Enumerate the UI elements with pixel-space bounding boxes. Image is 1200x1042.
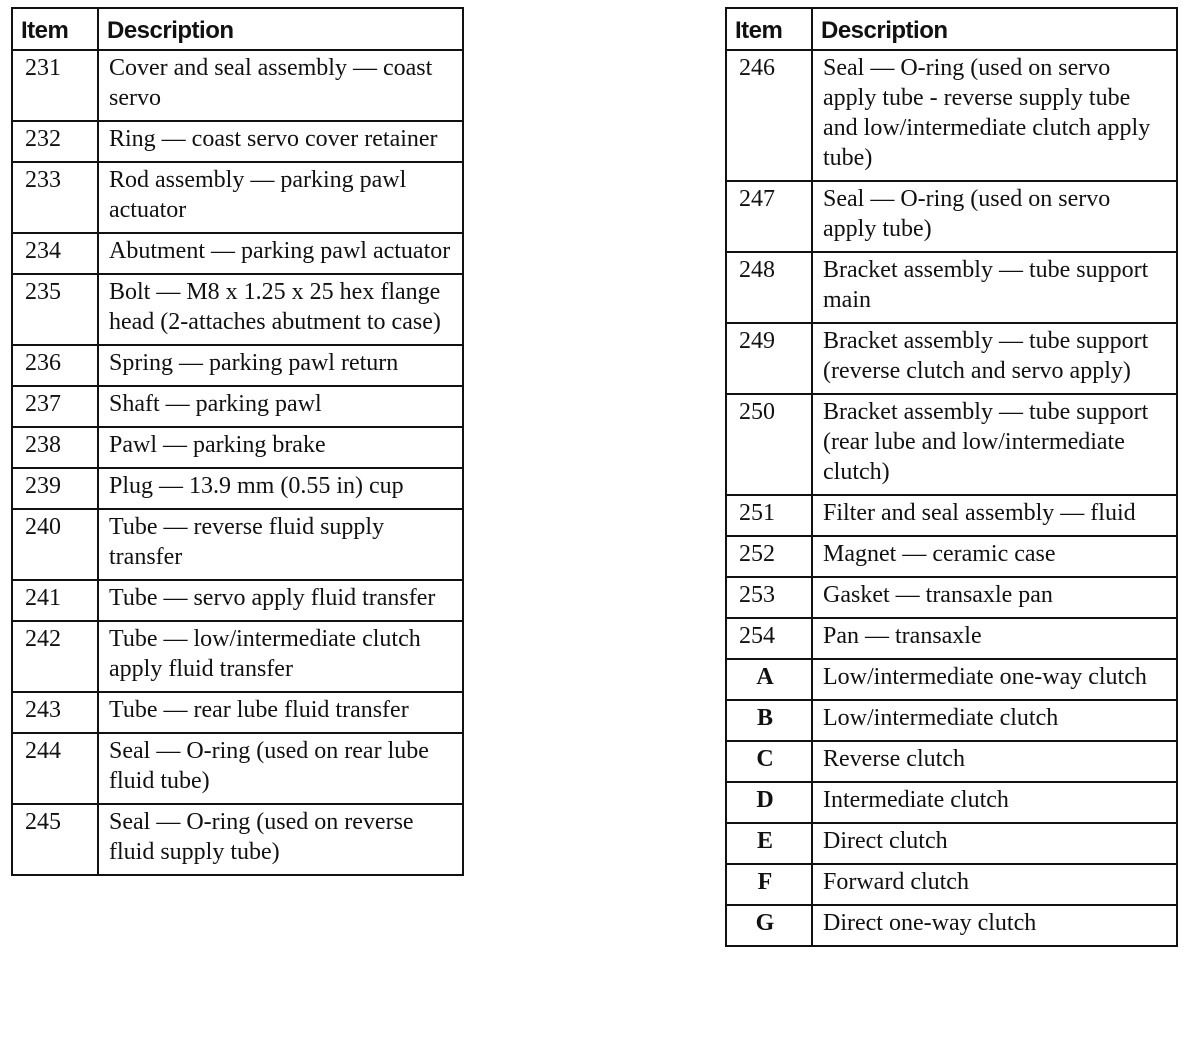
description-cell: Shaft — parking pawl — [98, 386, 463, 427]
item-number-cell: 235 — [12, 274, 98, 345]
table-row — [726, 823, 1177, 864]
table-row — [12, 621, 463, 692]
description-cell: Reverse clutch — [812, 741, 1177, 782]
item-number-cell: 233 — [12, 162, 98, 233]
description-cell: Magnet — ceramic case — [812, 536, 1177, 577]
parts-table-right — [725, 7, 1178, 947]
item-number-cell: 243 — [12, 692, 98, 733]
table-row — [726, 741, 1177, 782]
table-row — [12, 733, 463, 804]
item-number-cell: 254 — [726, 618, 812, 659]
item-number-cell: 250 — [726, 394, 812, 495]
table-row — [726, 181, 1177, 252]
table-row — [726, 700, 1177, 741]
description-cell: Intermediate clutch — [812, 782, 1177, 823]
item-number-cell: 244 — [12, 733, 98, 804]
description-cell: Tube — servo apply fluid transfer — [98, 580, 463, 621]
item-number-cell: 239 — [12, 468, 98, 509]
item-number-cell: 252 — [726, 536, 812, 577]
table-row — [12, 162, 463, 233]
description-cell: Tube — low/intermediate clutch apply fluid transfer — [98, 621, 463, 692]
description-cell: Bracket assembly — tube support main — [812, 252, 1177, 323]
description-cell: Seal — O-ring (used on rear lube fluid tube) — [98, 733, 463, 804]
table-row — [12, 345, 463, 386]
item-number-cell: 251 — [726, 495, 812, 536]
description-column-header: Description — [812, 8, 1177, 50]
description-cell: Ring — coast servo cover retainer — [98, 121, 463, 162]
description-cell: Low/intermediate one-way clutch — [812, 659, 1177, 700]
item-number-cell: A — [726, 659, 812, 700]
table-row — [12, 121, 463, 162]
item-number-cell: 231 — [12, 50, 98, 121]
description-column-header: Description — [98, 8, 463, 50]
parts-table-left-body — [12, 50, 463, 875]
item-number-cell: 238 — [12, 427, 98, 468]
item-number-cell: 247 — [726, 181, 812, 252]
description-cell: Filter and seal assembly — fluid — [812, 495, 1177, 536]
table-row — [726, 394, 1177, 495]
table-row — [726, 536, 1177, 577]
table-row — [726, 252, 1177, 323]
table-row — [12, 427, 463, 468]
description-cell: Tube — reverse fluid supply transfer — [98, 509, 463, 580]
description-cell: Seal — O-ring (used on reverse fluid supply tube) — [98, 804, 463, 875]
description-cell: Seal — O-ring (used on servo apply tube) — [812, 181, 1177, 252]
table-row — [726, 50, 1177, 181]
table-row — [12, 50, 463, 121]
description-cell: Forward clutch — [812, 864, 1177, 905]
description-cell: Pawl — parking brake — [98, 427, 463, 468]
table-row — [12, 468, 463, 509]
item-number-cell: D — [726, 782, 812, 823]
item-number-cell: B — [726, 700, 812, 741]
table-row — [726, 782, 1177, 823]
item-number-cell: 232 — [12, 121, 98, 162]
description-cell: Tube — rear lube fluid transfer — [98, 692, 463, 733]
item-number-cell: 248 — [726, 252, 812, 323]
description-cell: Direct clutch — [812, 823, 1177, 864]
table-row — [726, 659, 1177, 700]
item-column-header: Item — [12, 8, 98, 50]
table-row — [726, 323, 1177, 394]
description-cell: Low/intermediate clutch — [812, 700, 1177, 741]
description-cell: Seal — O-ring (used on servo apply tube - reverse supply tube and low/intermediate clutch apply tube) — [812, 50, 1177, 181]
description-cell: Rod assembly — parking pawl actuator — [98, 162, 463, 233]
item-number-cell: G — [726, 905, 812, 946]
parts-table-left — [11, 7, 464, 876]
table-row — [726, 577, 1177, 618]
description-cell: Spring — parking pawl return — [98, 345, 463, 386]
description-cell: Bolt — M8 x 1.25 x 25 hex flange head (2-attaches abutment to case) — [98, 274, 463, 345]
description-cell: Pan — transaxle — [812, 618, 1177, 659]
item-number-cell: 236 — [12, 345, 98, 386]
table-row — [12, 509, 463, 580]
table-row — [12, 804, 463, 875]
item-number-cell: F — [726, 864, 812, 905]
item-number-cell: 241 — [12, 580, 98, 621]
item-number-cell: 246 — [726, 50, 812, 181]
item-number-cell: 237 — [12, 386, 98, 427]
table-row — [12, 233, 463, 274]
description-cell: Plug — 13.9 mm (0.55 in) cup — [98, 468, 463, 509]
table-row — [12, 274, 463, 345]
item-number-cell: 240 — [12, 509, 98, 580]
item-number-cell: 245 — [12, 804, 98, 875]
item-number-cell: 253 — [726, 577, 812, 618]
table-row — [726, 905, 1177, 946]
item-number-cell: 249 — [726, 323, 812, 394]
description-cell: Abutment — parking pawl actuator — [98, 233, 463, 274]
table-header-row — [12, 8, 463, 50]
table-row — [12, 580, 463, 621]
description-cell: Gasket — transaxle pan — [812, 577, 1177, 618]
item-column-header: Item — [726, 8, 812, 50]
table-row — [726, 495, 1177, 536]
table-row — [12, 692, 463, 733]
table-row — [12, 386, 463, 427]
description-cell: Direct one-way clutch — [812, 905, 1177, 946]
parts-table-right-body — [726, 50, 1177, 946]
item-number-cell: 234 — [12, 233, 98, 274]
item-number-cell: C — [726, 741, 812, 782]
description-cell: Bracket assembly — tube support (rear lube and low/intermediate clutch) — [812, 394, 1177, 495]
item-number-cell: E — [726, 823, 812, 864]
table-header-row — [726, 8, 1177, 50]
table-row — [726, 864, 1177, 905]
description-cell: Bracket assembly — tube support (reverse clutch and servo apply) — [812, 323, 1177, 394]
description-cell: Cover and seal assembly — coast servo — [98, 50, 463, 121]
item-number-cell: 242 — [12, 621, 98, 692]
table-row — [726, 618, 1177, 659]
